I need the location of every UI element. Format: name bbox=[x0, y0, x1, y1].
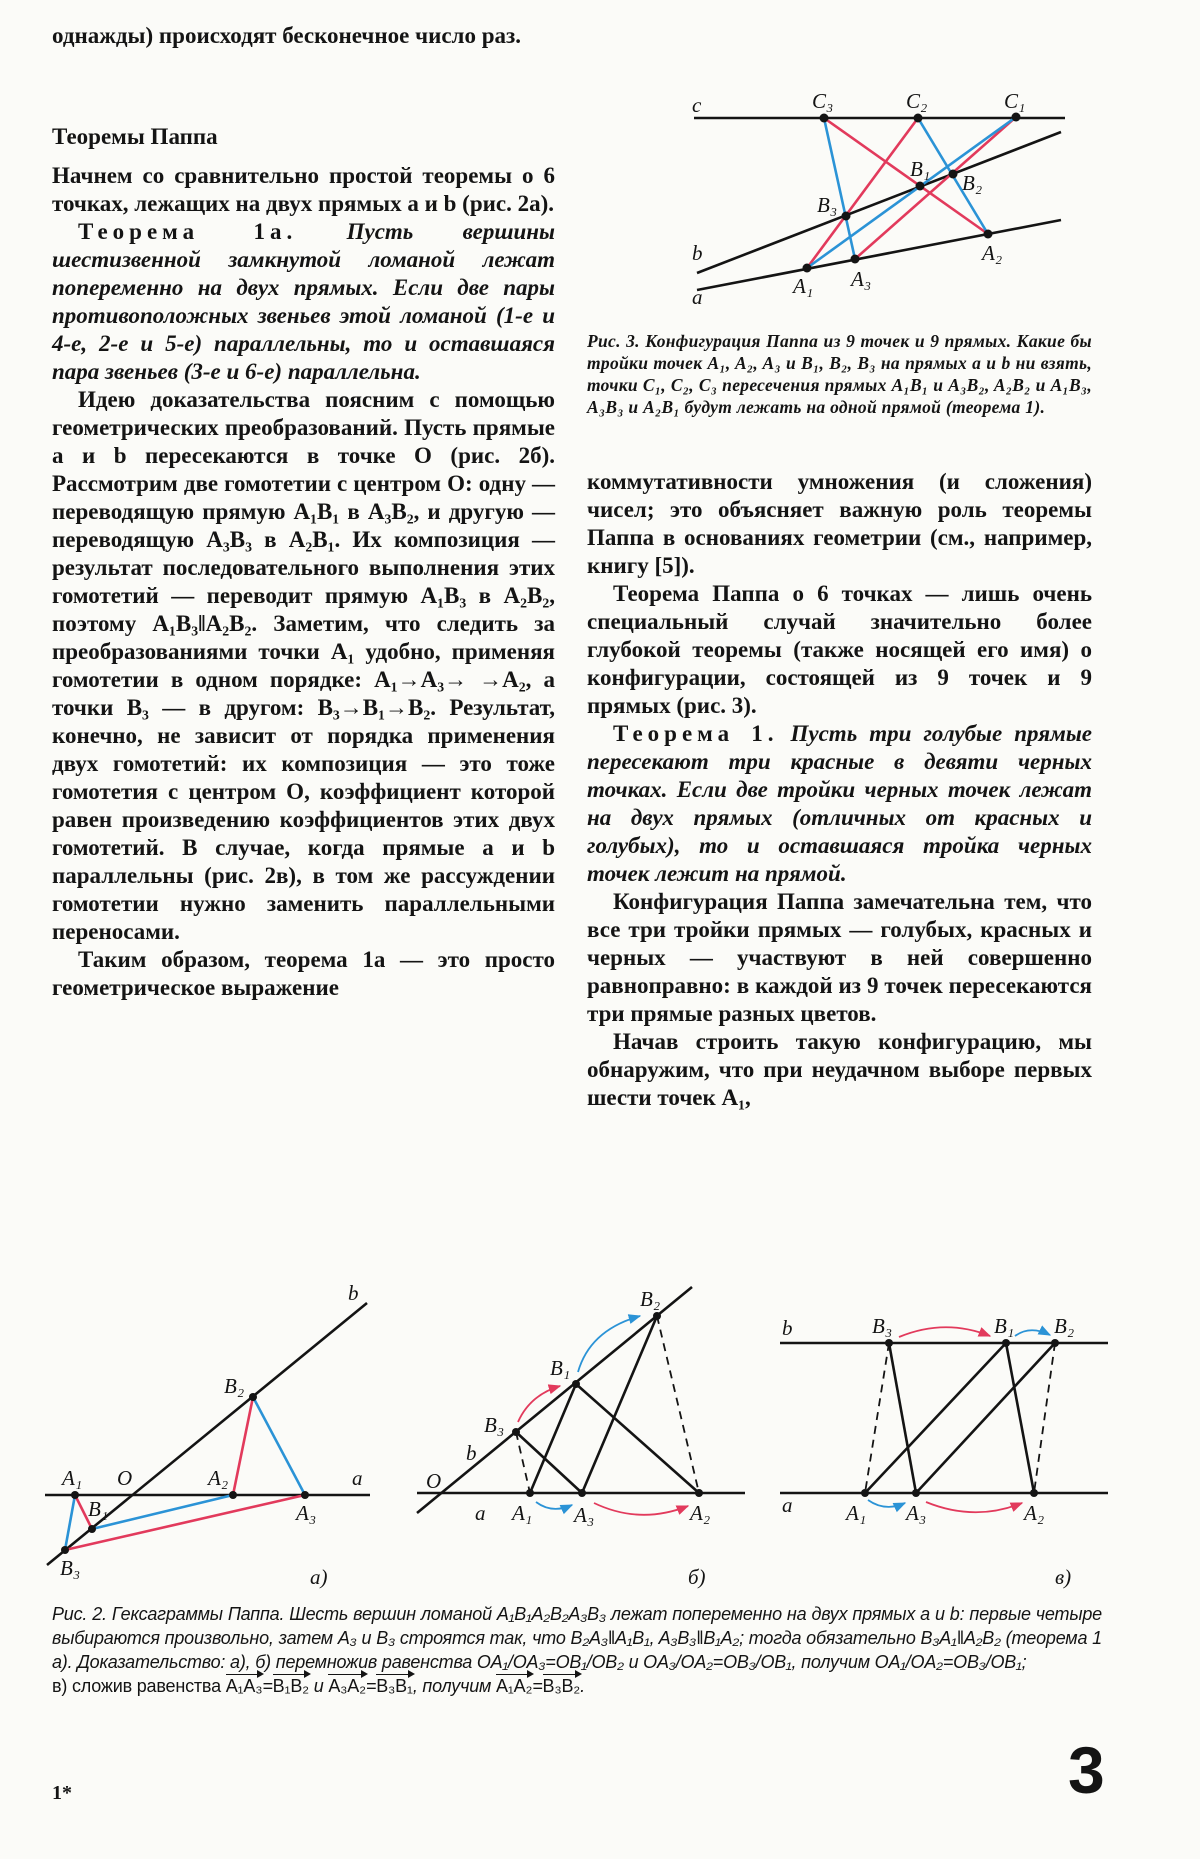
fig2a-diagram bbox=[45, 1281, 370, 1589]
label-A1: A₁ bbox=[846, 1501, 867, 1525]
theorem-label: Теорема 1. bbox=[613, 721, 779, 746]
equals: = bbox=[262, 1676, 273, 1696]
theorem-text: Пусть вершины шестизвенной замкнутой ломаной лежат попеременно на двух прямых. Если две пары противоположных звеньев этой ломаной (1-е и 4-е, 2-е и 5-е) параллельны, то и оставшаяся пара звеньев (3-е и 6-е) параллельна. bbox=[52, 219, 556, 384]
paragraph-proof: Идею доказательства поясним с помощью геометрических преобразований. Пусть прямые a и b пересекаются в точке O (рис. 2б). Рассмотрим две гомотетии с центром O: одну — переводящую прямую A₁B₁ в A₃B₂, и другую — переводящую A₃B₃ в A₂B₁. Их композиция — результат последовательного выполнения этих гомотетий — переводит прямую A₁B₃ в A₂B₂, поэтому A₁B₃‖A₂B₂. Заметим, что следить за преобразованиями точки A₁ удобно, применяя гомотетии в одном порядке: A₁→A₃→ →A₂, а точки B₃ — в другом: B₃→B₁→B₂. Результат, конечно, не зависит от порядка применения двух гомотетий: их композиция — это тоже гомотетия с центром O, коэффициент которой равен произведению коэффициентов этих двух гомотетий. В случае, когда прямые a и b параллельны (рис. 2в), в том же рассуждении гомотетии нужно заменить параллельными переносами. bbox=[52, 387, 555, 944]
red-arrow bbox=[518, 1386, 560, 1422]
fig2c-diagram bbox=[780, 1314, 1108, 1589]
label-B3: B₃ bbox=[60, 1556, 81, 1580]
label-B1: B₁ bbox=[994, 1314, 1015, 1338]
dashed-segment bbox=[516, 1432, 530, 1493]
label-B2: B₂ bbox=[640, 1287, 661, 1311]
dashed-segment bbox=[1034, 1343, 1055, 1493]
paragraph-continued: коммутативности умножения (и сложения) чисел; это объясняет важную роль теоремы Паппа в основаниях геометрии (см., например, книгу [5]). bbox=[587, 469, 1092, 578]
red-arrow bbox=[899, 1327, 990, 1337]
equals: = bbox=[365, 1676, 377, 1696]
page-number: 3 bbox=[1068, 1733, 1105, 1807]
label-B1: B₁ bbox=[88, 1497, 109, 1521]
label-a: a bbox=[475, 1501, 486, 1525]
label-b: b bbox=[692, 241, 703, 265]
label-a: a bbox=[352, 1466, 363, 1490]
paragraph: Начав строить такую конфигурацию, мы обнаружим, что при неудачном выборе первых шести точек A₁, bbox=[587, 1029, 1092, 1110]
red-line bbox=[855, 117, 1016, 259]
label-A2: A₂ bbox=[1024, 1501, 1045, 1525]
label-a: a bbox=[692, 285, 703, 309]
caption-text: Рис. 2. Гексаграммы Паппа. Шесть вершин ломаной A₁B₁A₂B₂A₃B₃ лежат попеременно на двух прямых a и b: первые четыре выбираются произвольно, затем A₃ и B₃ строятся так, что B₂A₃‖A₁B₁, A₃B₃‖B₁A₂; тогда обязательно B₃A₁‖A₂B₂ (теорема 1 а). Доказательство: а), б) перемножив равенства OA₁/OA₃=OB₁/OB₂ и OA₃/OA₂=OB₃/OB₁, получим OA₁/OA₂=OB₃/OB₁; bbox=[52, 1604, 1102, 1672]
paragraph-continued: однажды) происходят бесконечное число раз. bbox=[52, 23, 521, 48]
label-A2: A₂ bbox=[982, 241, 1003, 265]
panel-tag-b: б) bbox=[688, 1565, 706, 1589]
signature-mark: 1* bbox=[52, 1782, 72, 1804]
paragraph: Конфигурация Паппа замечательна тем, что все три тройки прямых — голубых, красных и черных — участвуют в ней совершенно равноправно: в каждой из 9 точек пересекаются три прямые разных цветов. bbox=[587, 889, 1092, 1026]
fig3-caption: Рис. 3. Конфигурация Паппа из 9 точек и 9 прямых. Какие бы тройки точек A₁, A₂, A₃ и B₁, B₂, B₃ на прямых a и b ни взять, точки C₁, C₂, C₃ пересечения прямых A₁B₁ и A₃B₂, A₂B₂ и A₁B₃, A₃B₃ и A₂B₁ будут лежать на одной прямой (теорема 1). bbox=[587, 331, 1092, 417]
red-arrow bbox=[594, 1503, 688, 1515]
label-B2: B₂ bbox=[1054, 1314, 1075, 1338]
dashed-segment bbox=[657, 1316, 699, 1493]
label-a: a bbox=[782, 1493, 793, 1517]
blue-arrow bbox=[536, 1502, 572, 1509]
label-A2: A₂ bbox=[208, 1466, 229, 1490]
caption-text: . bbox=[580, 1676, 585, 1696]
vector: A₃A₂ bbox=[328, 1676, 366, 1696]
section-heading: Теоремы Паппа bbox=[52, 124, 218, 149]
label-c: c bbox=[692, 93, 702, 117]
label-O: O bbox=[117, 1466, 133, 1490]
label-A3: A₃ bbox=[296, 1501, 317, 1525]
label-b: b bbox=[348, 1281, 359, 1305]
paragraph-conclusion: Таким образом, теорема 1а — это просто геометрическое выражение bbox=[52, 947, 555, 1000]
label-B3: B₃ bbox=[484, 1413, 505, 1437]
vector: A₁A₃ bbox=[225, 1676, 263, 1696]
vector: A₁A₂ bbox=[495, 1676, 533, 1696]
equals: = bbox=[532, 1676, 543, 1696]
label-C3: C₃ bbox=[812, 89, 834, 113]
caption-text: в) сложив равенства bbox=[52, 1676, 221, 1696]
label-C1: C₁ bbox=[1004, 89, 1026, 113]
vector: B₃B₂ bbox=[542, 1676, 581, 1696]
blue-segment bbox=[253, 1397, 305, 1495]
label-B3: B₃ bbox=[817, 193, 838, 217]
label-B1: B₁ bbox=[550, 1356, 571, 1380]
label-A3: A₃ bbox=[906, 1501, 927, 1525]
label-B1: B₁ bbox=[910, 157, 931, 181]
label-B3: B₃ bbox=[872, 1314, 893, 1338]
vector: B₃B₁ bbox=[376, 1676, 413, 1696]
paragraph: Теорема Паппа о 6 точках — лишь очень специальный случай значительно более глубокой теоремы (также носящей его имя) о конфигурации, состоящей из 9 точек и 9 прямых (рис. 3). bbox=[587, 581, 1092, 718]
fig2b-diagram bbox=[417, 1287, 745, 1589]
label-B2: B₂ bbox=[962, 171, 983, 195]
label-O: O bbox=[426, 1469, 442, 1493]
fig2-caption bbox=[52, 1602, 1102, 1698]
blue-arrow bbox=[578, 1316, 640, 1372]
theorem-text: Пусть три голубые прямые пересекают три красные в девяти черных точках. Если две тройки черных точек лежат на двух прямых (отличных от красных и голубых), то и оставшаяся тройка черных точек лежит на прямой. bbox=[587, 721, 1093, 886]
label-C2: C₂ bbox=[906, 89, 928, 113]
vector: B₁B₂ bbox=[272, 1676, 309, 1696]
panel-tag-a: а) bbox=[310, 1565, 328, 1589]
label-A1: A₁ bbox=[62, 1466, 83, 1490]
line-b bbox=[47, 1303, 367, 1565]
line-a bbox=[697, 220, 1061, 290]
caption-text: , получим bbox=[412, 1676, 496, 1696]
red-arrow bbox=[926, 1502, 1022, 1512]
blue-arrow bbox=[868, 1500, 905, 1507]
label-A3: A₃ bbox=[851, 267, 872, 291]
label-A1: A₁ bbox=[512, 1501, 533, 1525]
theorem-label: Теорема 1а. bbox=[78, 219, 298, 244]
label-A3: A₃ bbox=[574, 1503, 595, 1527]
label-B2: B₂ bbox=[224, 1374, 245, 1398]
label-b: b bbox=[782, 1316, 793, 1340]
fig3-diagram bbox=[692, 89, 1065, 309]
panel-tag-c: в) bbox=[1055, 1565, 1072, 1589]
label-A2: A₂ bbox=[690, 1501, 711, 1525]
label-b: b bbox=[466, 1441, 477, 1465]
line-b bbox=[697, 132, 1061, 273]
blue-arrow bbox=[1015, 1330, 1050, 1336]
line-b bbox=[417, 1287, 692, 1513]
paragraph-intro: Начнем со сравнительно простой теоремы о 6 точках, лежащих на двух прямых a и b (рис. 2а). bbox=[52, 163, 555, 216]
caption-text: и bbox=[308, 1676, 329, 1696]
label-A1: A₁ bbox=[793, 274, 814, 298]
